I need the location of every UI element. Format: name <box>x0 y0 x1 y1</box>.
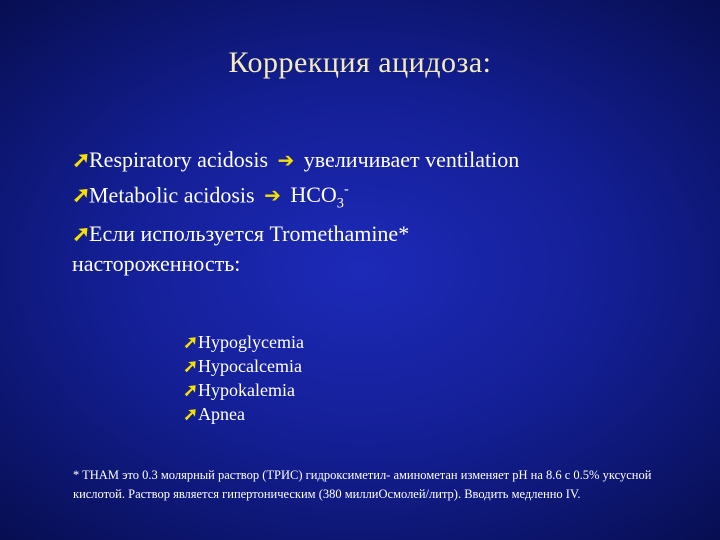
bullet-arrow-icon: ➚ <box>183 356 199 376</box>
formula-superscript: - <box>343 182 349 198</box>
list-item <box>72 145 692 175</box>
sub-list-item <box>183 354 304 378</box>
sub-item-text: Hypoglycemia <box>198 332 304 352</box>
bullet-arrow-icon: ➚ <box>183 404 199 424</box>
sub-list <box>183 330 304 426</box>
right-arrow-icon: ➔ <box>264 183 281 208</box>
main-list <box>72 145 692 279</box>
slide-title: Коррекция ацидоза: <box>228 46 492 79</box>
item-text: Если используется Tromethamine* <box>89 220 410 246</box>
bullet-arrow-icon: ➚ <box>183 332 199 352</box>
item-text: увеличивает ventilation <box>303 147 520 172</box>
bullet-arrow-icon: ➚ <box>72 147 91 172</box>
item-text: Respiratory acidosis <box>89 147 269 172</box>
sub-list-item <box>183 378 304 402</box>
list-item <box>72 175 692 219</box>
item-text: Metabolic acidosis <box>89 182 255 208</box>
sub-list-item <box>183 330 304 354</box>
footnote: * THAM это 0.3 молярный раствор (ТРИС) гидроксиметил- аминометан изменяет pH на 8.6 с 0.5% уксусной кислотой. Раствор является гипертоническим (380 миллиОсмолей/литр). Вводить медленно IV. <box>73 468 652 501</box>
formula-subscript: 3 <box>336 195 344 212</box>
bullet-arrow-icon: ➚ <box>72 182 91 208</box>
right-arrow-icon: ➔ <box>277 148 295 172</box>
list-item <box>72 219 692 249</box>
sub-list-item <box>183 402 304 426</box>
bullet-arrow-icon: ➚ <box>72 220 91 246</box>
item-continuation: настороженность: <box>72 250 241 276</box>
sub-item-text: Apnea <box>198 404 245 424</box>
sub-item-text: Hypokalemia <box>198 380 295 400</box>
formula <box>290 182 349 212</box>
formula-base: HCO <box>290 182 337 208</box>
sub-item-text: Hypocalcemia <box>198 356 302 376</box>
bullet-arrow-icon: ➚ <box>183 380 199 400</box>
